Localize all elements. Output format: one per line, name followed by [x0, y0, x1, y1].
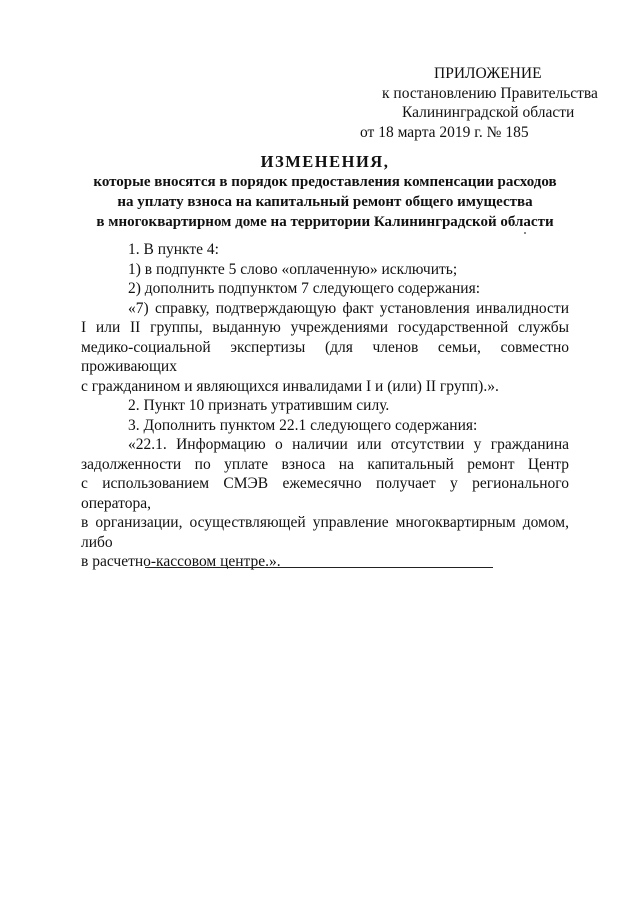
- quoted-item-22-1-line-2: задолженности по уплате взноса на капитальный ремонт Центр: [81, 455, 569, 473]
- scan-speck: [524, 232, 526, 234]
- paragraph-item-2: 2. Пункт 10 признать утратившим силу.: [128, 397, 390, 414]
- quoted-subitem-7-line-2: I или II группы, выданную учреждениями государственной службы: [81, 319, 569, 336]
- paragraph-subitem-2: 2) дополнить подпунктом 7 следующего содержания:: [128, 280, 481, 297]
- quoted-item-22-1-line-3: с использованием СМЭВ ежемесячно получает у регионального оператора,: [81, 475, 569, 512]
- paragraph-item-3: 3. Дополнить пунктом 22.1 следующего содержания:: [128, 416, 478, 434]
- subtitle-line-3: в многоквартирном доме на территории Калининградской области: [96, 214, 554, 230]
- paragraph-subitem-1: 1) в подпункте 5 слово «оплаченную» исключить;: [128, 260, 458, 278]
- quoted-item-22-1-line-5: в расчетно-кассовом центре.».: [81, 553, 281, 570]
- appendix-region-line: Калининградской области: [402, 104, 575, 121]
- quoted-subitem-7-line-4: с гражданином и являющихся инвалидами I и (или) II групп).».: [81, 377, 499, 395]
- quoted-item-22-1-line-4: в организации, осуществляющей управление многоквартирным домом, либо: [81, 514, 569, 551]
- quoted-item-22-1: [81, 435, 569, 572]
- quoted-item-22-1-line-1: «22.1. Информацию о наличии или отсутствии у гражданина: [128, 436, 569, 453]
- closing-separator-line: [145, 567, 493, 568]
- subtitle-line-2: на уплату взноса на капитальный ремонт общего имущества: [117, 194, 533, 210]
- appendix-date-number: от 18 марта 2019 г. № 185: [360, 123, 529, 141]
- quoted-subitem-7-line-3: медико-социальной экспертизы (для членов семьи, совместно проживающих: [81, 338, 569, 375]
- document-title: ИЗМЕНЕНИЯ,: [260, 152, 390, 171]
- appendix-header: [360, 64, 598, 142]
- appendix-title: ПРИЛОЖЕНИЕ: [434, 65, 542, 82]
- subtitle-line-1: которые вносятся в порядок предоставления компенсации расходов: [93, 174, 557, 190]
- appendix-resolution-line: к постановлению Правительства: [382, 84, 598, 102]
- quoted-subitem-7: [81, 299, 569, 397]
- quoted-subitem-7-line-1: «7) справку, подтверждающую факт установления инвалидности: [128, 299, 569, 317]
- document-body: [81, 240, 569, 572]
- document-subtitle: [80, 172, 570, 232]
- paragraph-item-1: 1. В пункте 4:: [128, 241, 219, 258]
